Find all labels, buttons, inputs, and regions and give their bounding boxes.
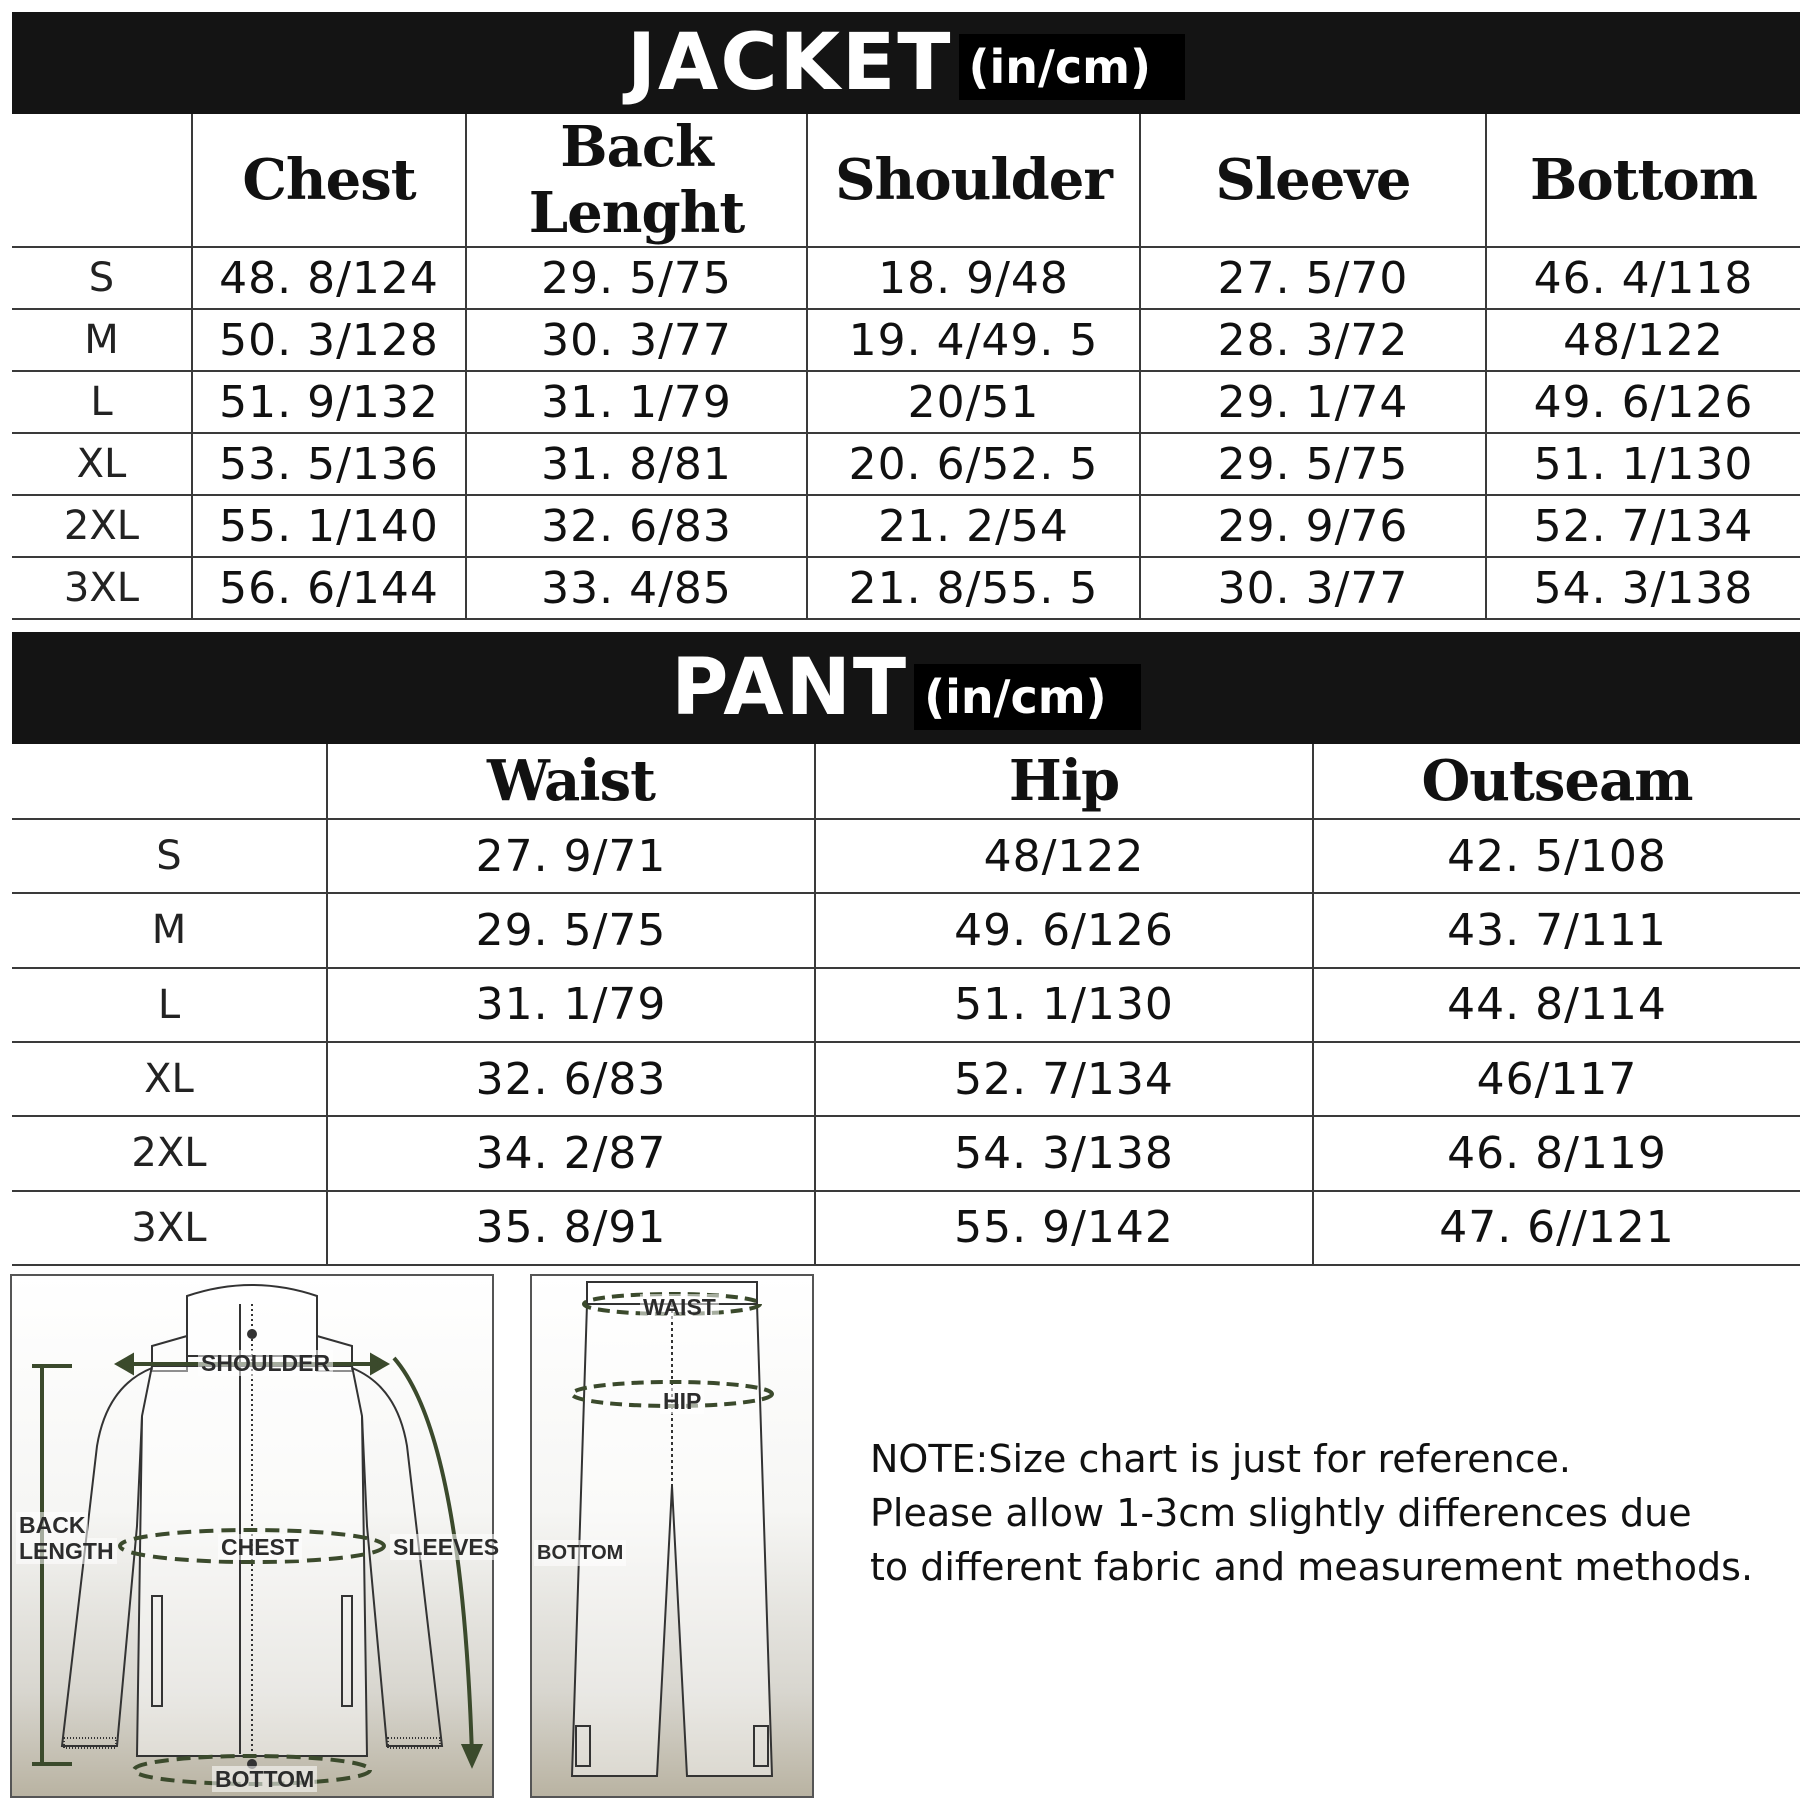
table-row bbox=[12, 819, 1800, 893]
jacket-header-bottom: Bottom bbox=[1486, 114, 1800, 247]
chest-value: 53. 5/136 bbox=[192, 433, 466, 495]
waist-value: 27. 9/71 bbox=[327, 819, 815, 893]
jacket-header-row bbox=[12, 114, 1800, 247]
chest-value: 48. 8/124 bbox=[192, 247, 466, 309]
shoulder-label: SHOULDER bbox=[198, 1350, 333, 1376]
outseam-value: 46/117 bbox=[1313, 1042, 1800, 1116]
jacket-title-banner bbox=[12, 12, 1800, 114]
back-length-label-line1: BACK bbox=[16, 1512, 88, 1538]
back-length-value: 31. 1/79 bbox=[466, 371, 807, 433]
size-label: S bbox=[12, 247, 192, 309]
back-length-value: 31. 8/81 bbox=[466, 433, 807, 495]
size-label: 3XL bbox=[12, 1191, 327, 1265]
bottom-value: 51. 1/130 bbox=[1486, 433, 1800, 495]
size-label: 2XL bbox=[12, 1116, 327, 1190]
table-row bbox=[12, 1042, 1800, 1116]
chest-value: 51. 9/132 bbox=[192, 371, 466, 433]
table-row bbox=[12, 371, 1800, 433]
sleeve-value: 27. 5/70 bbox=[1140, 247, 1486, 309]
outseam-value: 46. 8/119 bbox=[1313, 1116, 1800, 1190]
bottom-value: 46. 4/118 bbox=[1486, 247, 1800, 309]
chest-value: 50. 3/128 bbox=[192, 309, 466, 371]
shoulder-value: 21. 8/55. 5 bbox=[807, 557, 1140, 619]
waist-value: 32. 6/83 bbox=[327, 1042, 815, 1116]
hip-label: HIP bbox=[660, 1388, 704, 1414]
waist-value: 34. 2/87 bbox=[327, 1116, 815, 1190]
hip-value: 48/122 bbox=[815, 819, 1313, 893]
size-label: XL bbox=[12, 1042, 327, 1116]
outseam-value: 47. 6//121 bbox=[1313, 1191, 1800, 1265]
note-line-2: Please allow 1-3cm slightly differences due bbox=[870, 1491, 1692, 1535]
pant-header-row bbox=[12, 744, 1800, 819]
size-label: 3XL bbox=[12, 557, 192, 619]
size-label: L bbox=[12, 968, 327, 1042]
table-row bbox=[12, 495, 1800, 557]
size-label: M bbox=[12, 893, 327, 967]
bottom-value: 52. 7/134 bbox=[1486, 495, 1800, 557]
table-row bbox=[12, 433, 1800, 495]
back-length-value: 33. 4/85 bbox=[466, 557, 807, 619]
bottom-value: 54. 3/138 bbox=[1486, 557, 1800, 619]
size-label: XL bbox=[12, 433, 192, 495]
pant-title: PANT bbox=[671, 643, 909, 733]
table-row bbox=[12, 309, 1800, 371]
outseam-value: 43. 7/111 bbox=[1313, 893, 1800, 967]
hip-value: 49. 6/126 bbox=[815, 893, 1313, 967]
bottom-value: 48/122 bbox=[1486, 309, 1800, 371]
jacket-header-chest: Chest bbox=[192, 114, 466, 247]
shoulder-value: 21. 2/54 bbox=[807, 495, 1140, 557]
bottom-label: BOTTOM bbox=[212, 1766, 317, 1792]
back-length-value: 29. 5/75 bbox=[466, 247, 807, 309]
hip-value: 55. 9/142 bbox=[815, 1191, 1313, 1265]
back-length-value: 30. 3/77 bbox=[466, 309, 807, 371]
jacket-measurement-diagram bbox=[10, 1274, 500, 1798]
sleeve-value: 29. 9/76 bbox=[1140, 495, 1486, 557]
size-note bbox=[870, 1432, 1800, 1594]
size-label: 2XL bbox=[12, 495, 192, 557]
table-row bbox=[12, 557, 1800, 619]
waist-value: 29. 5/75 bbox=[327, 893, 815, 967]
pant-title-banner bbox=[12, 632, 1800, 744]
hip-value: 54. 3/138 bbox=[815, 1116, 1313, 1190]
chest-value: 56. 6/144 bbox=[192, 557, 466, 619]
sleeve-value: 29. 1/74 bbox=[1140, 371, 1486, 433]
shoulder-value: 20/51 bbox=[807, 371, 1140, 433]
table-row bbox=[12, 968, 1800, 1042]
jacket-header-back-length: Back Lenght bbox=[466, 114, 807, 247]
size-label: M bbox=[12, 309, 192, 371]
pant-header-hip: Hip bbox=[815, 744, 1313, 819]
pant-illustration bbox=[532, 1276, 812, 1796]
bottom-value: 49. 6/126 bbox=[1486, 371, 1800, 433]
jacket-unit: (in/cm) bbox=[959, 34, 1186, 100]
table-row bbox=[12, 1116, 1800, 1190]
back-length-value: 32. 6/83 bbox=[466, 495, 807, 557]
pant-bottom-label: BOTTOM bbox=[534, 1540, 626, 1566]
waist-value: 31. 1/79 bbox=[327, 968, 815, 1042]
pant-unit: (in/cm) bbox=[914, 664, 1141, 730]
size-label: L bbox=[12, 371, 192, 433]
waist-label: WAIST bbox=[640, 1294, 719, 1320]
jacket-header-sleeve: Sleeve bbox=[1140, 114, 1486, 247]
outseam-value: 42. 5/108 bbox=[1313, 819, 1800, 893]
sleeve-value: 28. 3/72 bbox=[1140, 309, 1486, 371]
jacket-corner-cell bbox=[12, 114, 192, 247]
table-row bbox=[12, 1191, 1800, 1265]
outseam-value: 44. 8/114 bbox=[1313, 968, 1800, 1042]
sleeve-value: 29. 5/75 bbox=[1140, 433, 1486, 495]
shoulder-value: 20. 6/52. 5 bbox=[807, 433, 1140, 495]
shoulder-value: 19. 4/49. 5 bbox=[807, 309, 1140, 371]
shoulder-value: 18. 9/48 bbox=[807, 247, 1140, 309]
note-line-3: to different fabric and measurement methods. bbox=[870, 1545, 1754, 1589]
jacket-size-table bbox=[12, 114, 1800, 620]
sleeve-value: 30. 3/77 bbox=[1140, 557, 1486, 619]
pant-header-outseam: Outseam bbox=[1313, 744, 1800, 819]
pant-corner-cell bbox=[12, 744, 327, 819]
note-line-1: NOTE:Size chart is just for reference. bbox=[870, 1437, 1572, 1481]
chest-value: 55. 1/140 bbox=[192, 495, 466, 557]
chest-label: CHEST bbox=[218, 1534, 302, 1560]
waist-value: 35. 8/91 bbox=[327, 1191, 815, 1265]
jacket-title: JACKET bbox=[626, 18, 953, 108]
sleeves-label: SLEEVES bbox=[390, 1534, 502, 1560]
back-length-label-line2: LENGTH bbox=[16, 1538, 117, 1564]
pant-size-table bbox=[12, 744, 1800, 1266]
pant-header-waist: Waist bbox=[327, 744, 815, 819]
jacket-header-shoulder: Shoulder bbox=[807, 114, 1140, 247]
pant-measurement-diagram bbox=[530, 1274, 814, 1798]
hip-value: 51. 1/130 bbox=[815, 968, 1313, 1042]
table-row bbox=[12, 247, 1800, 309]
size-label: S bbox=[12, 819, 327, 893]
table-row bbox=[12, 893, 1800, 967]
hip-value: 52. 7/134 bbox=[815, 1042, 1313, 1116]
